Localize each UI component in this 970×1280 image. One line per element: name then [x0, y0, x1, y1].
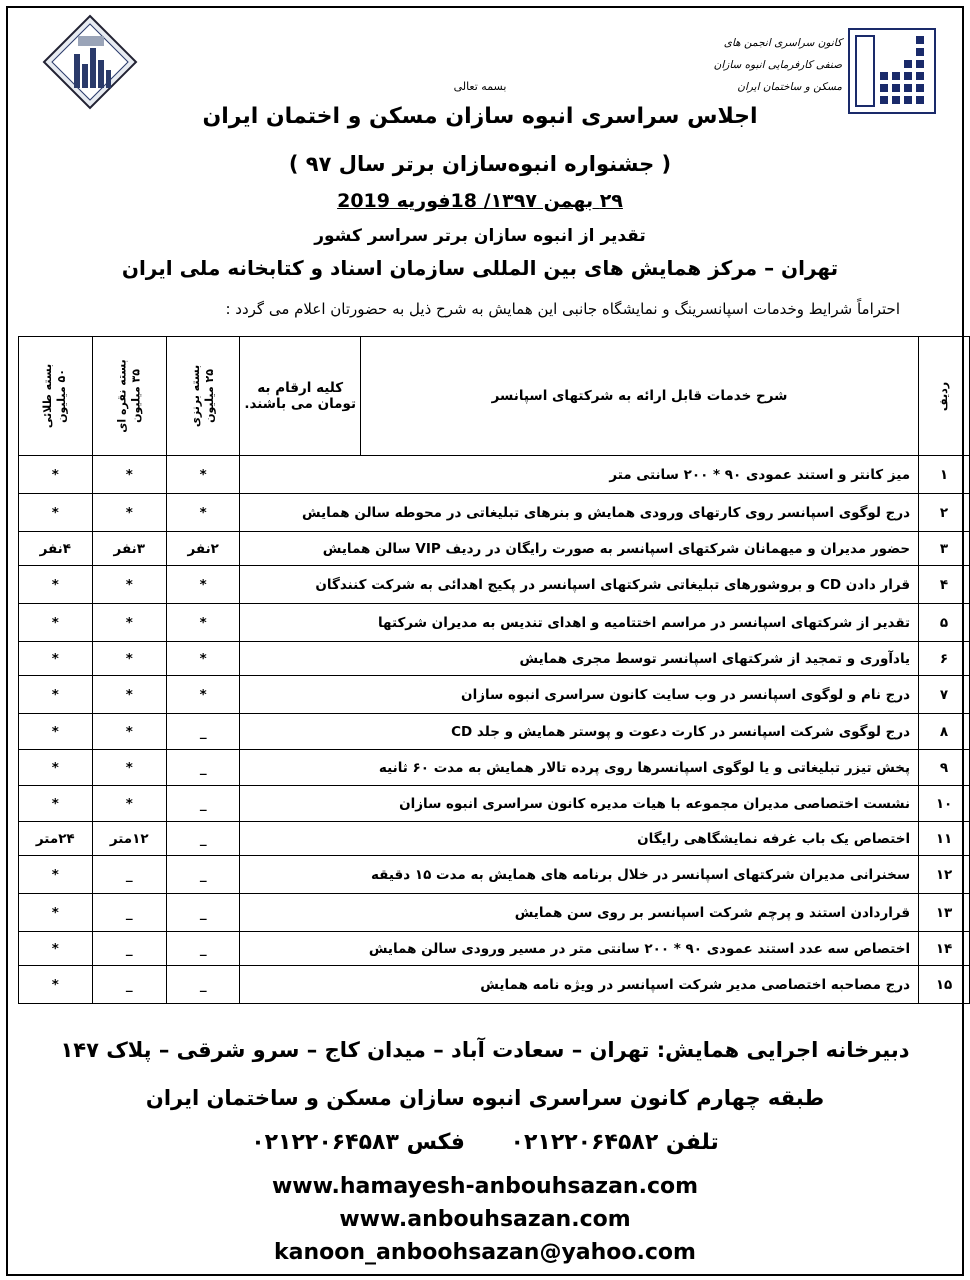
- table-row: [19, 642, 970, 676]
- page-title: اجلاس سراسری انبوه سازان مسکن و اختمان ایران: [202, 104, 758, 129]
- row-number: ۴: [919, 566, 970, 604]
- service-description: سخنرانی مدیران شرکتهای اسپانسر در خلال برنامه های همایش به مدت ۱۵ دقیقه: [240, 856, 919, 894]
- row-number: ۱۳: [919, 894, 970, 932]
- venue-line: تهران – مرکز همایش های بین المللی سازمان اسناد و کتابخانه ملی ایران: [121, 256, 839, 280]
- fax-number: فکس ۰۲۱۲۲۰۶۴۵۸۳: [251, 1130, 465, 1155]
- bronze-cell: ۲نفر: [166, 532, 239, 566]
- service-description: حضور مدیران و میهمانان شرکتهای اسپانسر به صورت رایگان در ردیف VIP سالن همایش: [240, 532, 919, 566]
- sponsorship-table: [18, 336, 970, 1004]
- silver-cell: ۳نفر: [92, 532, 166, 566]
- conference-logo: [42, 14, 138, 110]
- gold-cell: ۴نفر: [19, 532, 93, 566]
- bronze-cell: _: [166, 856, 239, 894]
- gold-cell: *: [19, 566, 93, 604]
- service-description: تقدیر از شرکتهای اسپانسر در مراسم اختتامیه و اهدای تندیس به مدیران شرکتها: [240, 604, 919, 642]
- service-description: درج لوگوی شرکت اسپانسر در کارت دعوت و پوستر همایش و جلد CD: [240, 714, 919, 750]
- service-description: درج لوگوی اسپانسر روی کارتهای ورودی همایش و بنرهای تبلیغاتی در محوطه سالن همایش: [240, 494, 919, 532]
- floor-address: طبقه چهارم کانون سراسری انبوه سازان مسکن و ساختمان ایران: [145, 1086, 825, 1110]
- table-row: [19, 822, 970, 856]
- service-description: میز کانتر و استند عمودی ۹۰ * ۲۰۰ سانتی متر: [240, 456, 919, 494]
- table-row: [19, 604, 970, 642]
- gold-package-header: بسته طلائی ۵۰ میلیون: [19, 337, 93, 456]
- row-number: ۵: [919, 604, 970, 642]
- description-header: شرح خدمات قابل ارائه به شرکتهای اسپانسر: [360, 337, 918, 456]
- currency-note: کلیه ارقام به تومان می باشند.: [240, 337, 361, 456]
- table-header-row: [19, 337, 970, 456]
- row-number: ۱۴: [919, 932, 970, 966]
- bronze-package-header: بسته برنزی ۲۵ میلیون: [166, 337, 239, 456]
- bronze-cell: *: [166, 494, 239, 532]
- bronze-cell: *: [166, 456, 239, 494]
- row-number: ۱۱: [919, 822, 970, 856]
- bronze-cell: *: [166, 566, 239, 604]
- event-date: ۲۹ بهمن ۱۳۹۷/ 18فوریه 2019: [337, 190, 623, 212]
- gold-cell: *: [19, 786, 93, 822]
- silver-cell: *: [92, 676, 166, 714]
- festival-title: ( جشنواره انبوه‌سازان برتر سال ۹۷ ): [288, 152, 672, 176]
- bronze-cell: *: [166, 676, 239, 714]
- bronze-cell: _: [166, 714, 239, 750]
- silver-package-header: بسته نقره ای ۳۵ میلیون: [92, 337, 166, 456]
- bismillah: بسمه تعالی: [453, 80, 507, 93]
- row-number: ۶: [919, 642, 970, 676]
- intro-text: احتراماً شرایط وخدمات اسپانسرینگ و نمایشگاه جانبی این همایش به شرح ذیل به حضورتان اعلام می گردد :: [225, 300, 900, 318]
- secretariat-address: دبیرخانه اجرایی همایش: تهران – سعادت آباد – میدان کاج – سرو شرقی – پلاک ۱۴۷: [60, 1038, 910, 1062]
- gold-cell: *: [19, 714, 93, 750]
- row-number: ۹: [919, 750, 970, 786]
- email-link[interactable]: kanoon_anboohsazan@yahoo.com: [274, 1240, 696, 1265]
- table-row: [19, 894, 970, 932]
- gold-cell: *: [19, 932, 93, 966]
- table-row: [19, 856, 970, 894]
- silver-cell: ۱۲متر: [92, 822, 166, 856]
- silver-cell: _: [92, 966, 166, 1004]
- bronze-cell: *: [166, 604, 239, 642]
- gold-cell: *: [19, 642, 93, 676]
- row-number: ۳: [919, 532, 970, 566]
- table-row: [19, 566, 970, 604]
- silver-cell: *: [92, 642, 166, 676]
- table-row: [19, 494, 970, 532]
- website-link-1[interactable]: www.hamayesh-anbouhsazan.com: [271, 1174, 699, 1199]
- building-logo-icon: [848, 28, 936, 114]
- table-row: [19, 532, 970, 566]
- silver-cell: _: [92, 856, 166, 894]
- row-number-header: ردیف: [919, 337, 970, 456]
- silver-cell: *: [92, 786, 166, 822]
- row-number: ۷: [919, 676, 970, 714]
- association-logo-text: کانون سراسری انجمن های صنفی کارفرمایی انبوه سازان مسکن و ساختمان ایران: [713, 37, 842, 93]
- silver-cell: *: [92, 750, 166, 786]
- silver-cell: *: [92, 714, 166, 750]
- service-description: نشست اختصاصی مدیران مجموعه با هیات مدیره کانون سراسری انبوه سازان: [240, 786, 919, 822]
- table-row: [19, 966, 970, 1004]
- table-row: [19, 786, 970, 822]
- row-number: ۱۰: [919, 786, 970, 822]
- silver-cell: _: [92, 894, 166, 932]
- contact-numbers: [60, 1130, 910, 1155]
- silver-cell: _: [92, 932, 166, 966]
- gold-cell: *: [19, 494, 93, 532]
- silver-cell: *: [92, 566, 166, 604]
- table-row: [19, 676, 970, 714]
- row-number: ۱۵: [919, 966, 970, 1004]
- service-description: پخش تیزر تبلیغاتی و یا لوگوی اسپانسرها روی پرده تالار همایش به مدت ۶۰ ثانیه: [240, 750, 919, 786]
- gold-cell: *: [19, 676, 93, 714]
- gold-cell: *: [19, 604, 93, 642]
- bronze-cell: _: [166, 822, 239, 856]
- bronze-cell: *: [166, 642, 239, 676]
- bronze-cell: _: [166, 750, 239, 786]
- bronze-cell: _: [166, 786, 239, 822]
- row-number: ۱: [919, 456, 970, 494]
- row-number: ۱۲: [919, 856, 970, 894]
- table-row: [19, 750, 970, 786]
- service-description: اختصاص یک باب غرفه نمایشگاهی رایگان: [240, 822, 919, 856]
- gold-cell: *: [19, 966, 93, 1004]
- silver-cell: *: [92, 604, 166, 642]
- gold-cell: *: [19, 894, 93, 932]
- bronze-cell: _: [166, 894, 239, 932]
- gold-cell: *: [19, 856, 93, 894]
- service-description: اختصاص سه عدد استند عمودی ۹۰ * ۲۰۰ سانتی متر در مسیر ورودی سالن همایش: [240, 932, 919, 966]
- gold-cell: ۲۴متر: [19, 822, 93, 856]
- gold-cell: *: [19, 750, 93, 786]
- table-row: [19, 714, 970, 750]
- gold-cell: *: [19, 456, 93, 494]
- service-description: درج مصاحبه اختصاصی مدیر شرکت اسپانسر در ویژه نامه همایش: [240, 966, 919, 1004]
- service-description: قراردادن استند و پرچم شرکت اسپانسر بر روی سن همایش: [240, 894, 919, 932]
- bronze-cell: _: [166, 932, 239, 966]
- row-number: ۸: [919, 714, 970, 750]
- table-row: [19, 932, 970, 966]
- service-description: یادآوری و تمجید از شرکتهای اسپانسر توسط مجری همایش: [240, 642, 919, 676]
- service-description: درج نام و لوگوی اسپانسر در وب سایت کانون سراسری انبوه سازان: [240, 676, 919, 714]
- row-number: ۲: [919, 494, 970, 532]
- silver-cell: *: [92, 494, 166, 532]
- appreciation-line: تقدیر از انبوه سازان برتر سراسر کشور: [314, 226, 646, 246]
- silver-cell: *: [92, 456, 166, 494]
- website-link-2[interactable]: www.anbouhsazan.com: [339, 1207, 631, 1232]
- association-logo: [713, 28, 960, 116]
- bronze-cell: _: [166, 966, 239, 1004]
- table-row: [19, 456, 970, 494]
- service-description: قرار دادن CD و بروشورهای تبلیغاتی شرکتهای اسپانسر در پکیج اهدائی به شرکت کنندگان: [240, 566, 919, 604]
- phone-number: تلفن ۰۲۱۲۲۰۶۴۵۸۲: [510, 1130, 719, 1155]
